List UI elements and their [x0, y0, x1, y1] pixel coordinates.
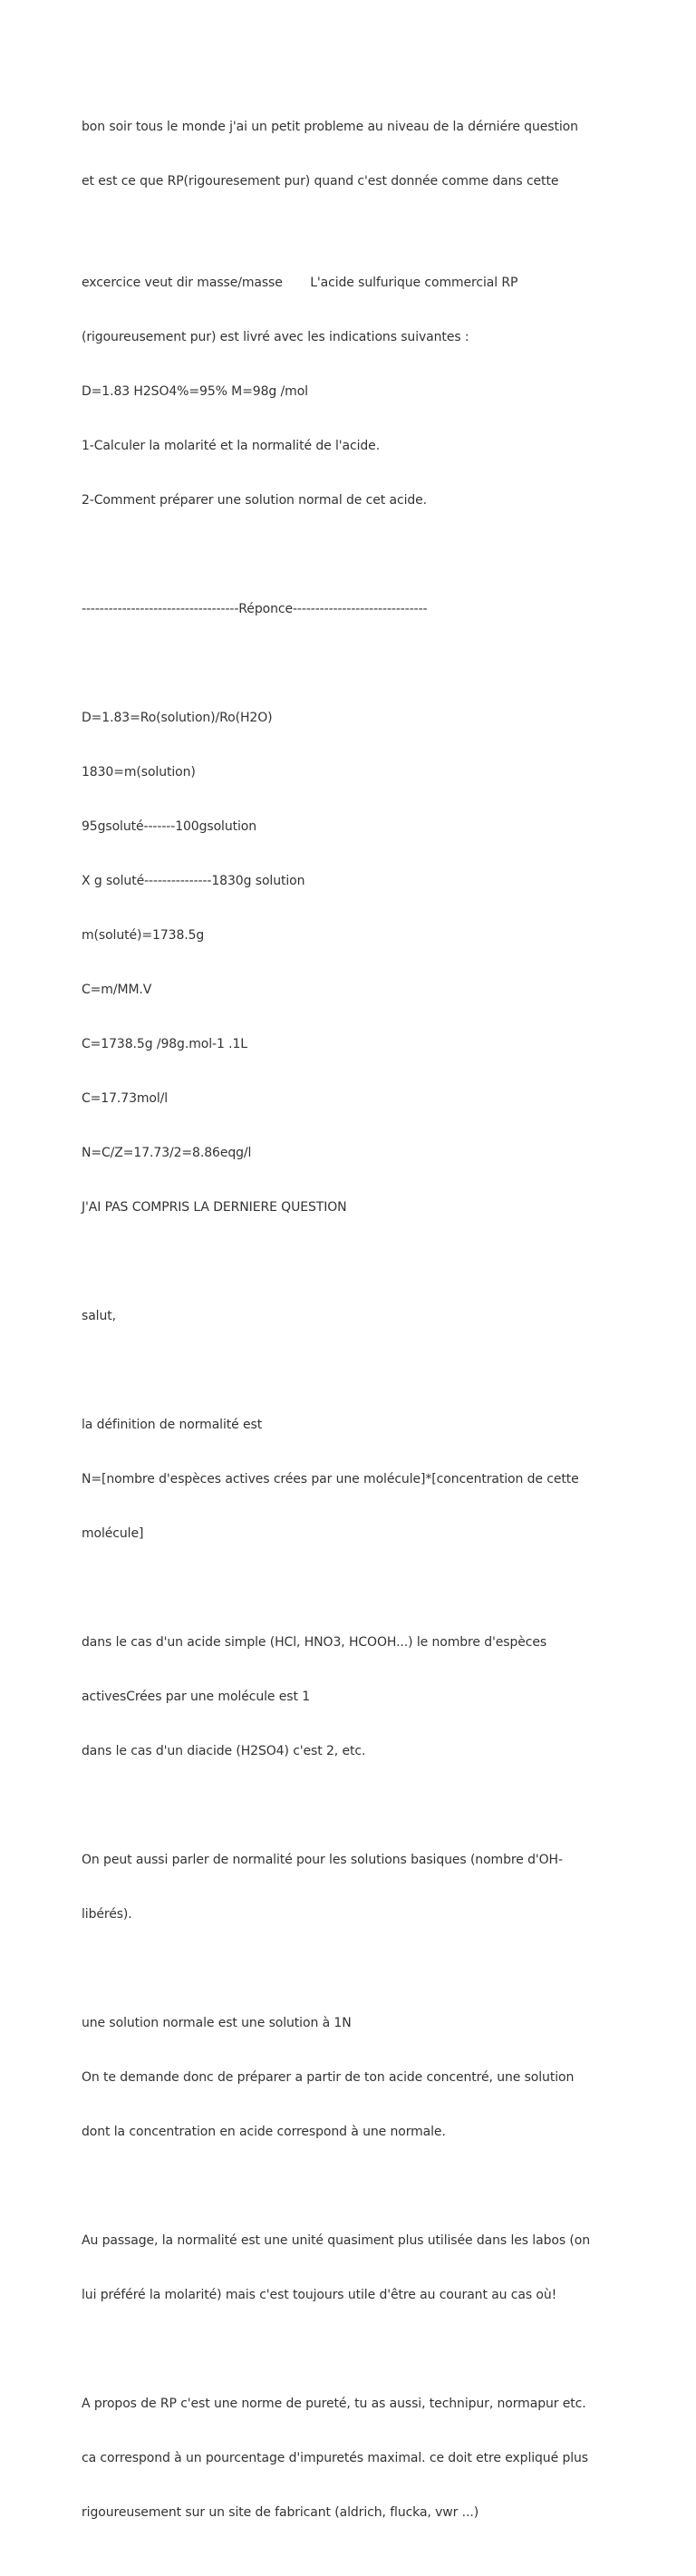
text-line: Au passage, la normalité est une unité quasiment plus utilisée dans les labos (on: [82, 2233, 590, 2248]
text-line: J'AI PAS COMPRIS LA DERNIERE QUESTION: [82, 1200, 347, 1215]
text-line: 1-Calculer la molarité et la normalité de l'acide.: [82, 439, 381, 453]
text-line: et est ce que RP(rigouresement pur) quand c'est donnée comme dans cette: [82, 174, 559, 189]
text-line: activesCrées par une molécule est 1: [82, 1690, 311, 1704]
text-line: 2-Comment préparer une solution normal de cet acide.: [82, 493, 428, 508]
text-line: D=1.83 H2SO4%=95% M=98g /mol: [82, 384, 308, 399]
text-line: bon soir tous le monde j'ai un petit probleme au niveau de la dérniére question: [82, 120, 578, 134]
document-page: [82, 82, 680, 2576]
text-line: N=[nombre d'espèces actives crées par une molécule]*[concentration de cette: [82, 1472, 579, 1487]
text-line: la définition de normalité est: [82, 1418, 263, 1432]
text-line: dans le cas d'un diacide (H2SO4) c'est 2, etc.: [82, 1744, 366, 1758]
separator-line: -----------------------------------Réponce------------------------------: [82, 602, 428, 616]
text-line: (rigoureusement pur) est livré avec les indications suivantes :: [82, 330, 469, 344]
definition-paragraph: [82, 1380, 680, 1579]
text-line: ca correspond à un pourcentage d'impuretés maximal. ce doit etre expliqué plus: [82, 2451, 588, 2465]
text-line: 1830=m(solution): [82, 765, 196, 780]
text-line: libérés).: [82, 1907, 132, 1922]
text-line: une solution normale est une solution à 1N: [82, 2016, 352, 2030]
text-line: m(soluté)=1738.5g: [82, 928, 205, 943]
basic-paragraph: [82, 1815, 680, 1960]
reply-greeting: [82, 1271, 680, 1361]
text-line: rigoureusement sur un site de fabricant (aldrich, flucka, vwr ...): [82, 2505, 479, 2520]
normal-solution-paragraph: [82, 1978, 680, 2177]
text-line: On te demande donc de préparer a partir de ton acide concentré, une solution: [82, 2070, 575, 2085]
text-line: dans le cas d'un acide simple (HCl, HNO3, HCOOH...) le nombre d'espèces: [82, 1635, 547, 1650]
rp-paragraph: [82, 2358, 680, 2558]
passing-paragraph: [82, 2195, 680, 2340]
answer-separator: [82, 564, 680, 654]
text-line: salut,: [82, 1309, 116, 1323]
exercise-paragraph: [82, 237, 680, 546]
text-line: C=1738.5g /98g.mol-1 .1L: [82, 1037, 247, 1051]
text-line: C=m/MM.V: [82, 983, 152, 997]
answer-paragraph: [82, 673, 680, 1253]
text-line: On peut aussi parler de normalité pour les solutions basiques (nombre d'OH-: [82, 1853, 563, 1867]
text-line: excercice veut dir masse/masse L'acide sulfurique commercial RP: [82, 276, 518, 290]
text-line: X g soluté---------------1830g solution: [82, 874, 305, 888]
text-line: lui préféré la molarité) mais c'est toujours utile d'être au courant au cas où!: [82, 2288, 557, 2302]
text-line: 95gsoluté-------100gsolution: [82, 819, 257, 834]
acid-cases-paragraph: [82, 1597, 680, 1796]
text-line: C=17.73mol/l: [82, 1091, 169, 1106]
text-line: dont la concentration en acide correspond à une normale.: [82, 2125, 446, 2139]
text-line: N=C/Z=17.73/2=8.86eqg/l: [82, 1146, 252, 1160]
intro-paragraph: [82, 82, 680, 227]
text-line: D=1.83=Ro(solution)/Ro(H2O): [82, 711, 273, 725]
text-line: A propos de RP c'est une norme de pureté, tu as aussi, technipur, normapur etc.: [82, 2397, 586, 2411]
text-line: molécule]: [82, 1526, 144, 1541]
